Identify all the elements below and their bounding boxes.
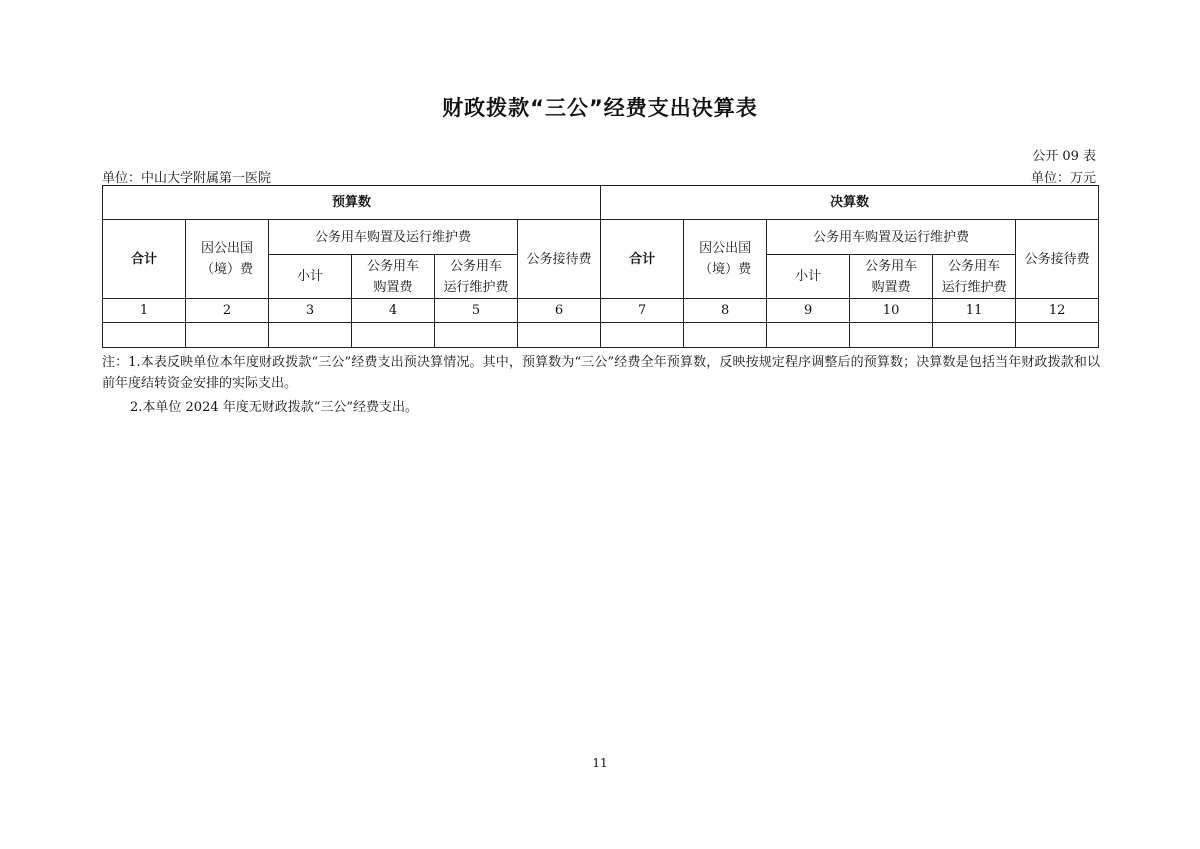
data-cell bbox=[186, 323, 269, 348]
budget-operate-header bbox=[435, 255, 518, 299]
budget-purchase-line1: 公务用车 bbox=[366, 258, 419, 274]
final-abroad-header bbox=[684, 220, 767, 299]
column-number: 12 bbox=[1016, 299, 1099, 323]
final-abroad-line1: 因公出国 bbox=[699, 241, 752, 256]
column-number: 5 bbox=[435, 299, 518, 323]
reporting-unit: 单位：中山大学附属第一医院 bbox=[102, 171, 272, 186]
column-number: 8 bbox=[684, 299, 767, 323]
budget-reception-header: 公务接待费 bbox=[518, 220, 601, 299]
column-number: 7 bbox=[601, 299, 684, 323]
budget-subtotal-header: 小计 bbox=[269, 255, 352, 299]
column-number: 1 bbox=[103, 299, 186, 323]
final-operate-header bbox=[933, 255, 1016, 299]
data-cell bbox=[435, 323, 518, 348]
group-header-row bbox=[103, 186, 1099, 220]
column-number: 9 bbox=[767, 299, 850, 323]
budget-abroad-header bbox=[186, 220, 269, 299]
data-cell bbox=[684, 323, 767, 348]
data-cell bbox=[518, 323, 601, 348]
final-purchase-header bbox=[850, 255, 933, 299]
column-number: 10 bbox=[850, 299, 933, 323]
budget-vehicle-group-header: 公务用车购置及运行维护费 bbox=[269, 220, 518, 255]
final-operate-line1: 公务用车 bbox=[948, 258, 1001, 274]
note-1: 注：1.本表反映单位本年度财政拨款“三公”经费支出预决算情况。其中，预算数为“三公”经费全年预算数，反映按规定程序调整后的预算数；决算数是包括当年财政拨款和以前年度结转资金安排的实际支出。 bbox=[102, 355, 1100, 391]
final-operate-line2: 运行维护费 bbox=[941, 279, 1007, 295]
note-2: 2.本单位 2024 年度无财政拨款“三公”经费支出。 bbox=[130, 400, 419, 415]
final-subtotal-header: 小计 bbox=[767, 255, 850, 299]
budget-total-header: 合计 bbox=[103, 220, 186, 299]
table-row bbox=[103, 323, 1099, 348]
data-cell bbox=[933, 323, 1016, 348]
final-purchase-line2: 购置费 bbox=[871, 279, 911, 295]
column-number: 4 bbox=[352, 299, 435, 323]
column-number: 6 bbox=[518, 299, 601, 323]
budget-abroad-line2: （境）费 bbox=[200, 262, 253, 277]
column-number: 2 bbox=[186, 299, 269, 323]
budget-operate-line1: 公务用车 bbox=[449, 258, 502, 274]
final-total-header: 合计 bbox=[601, 220, 684, 299]
column-number-row bbox=[103, 299, 1099, 323]
budget-operate-line2: 运行维护费 bbox=[443, 279, 509, 295]
column-number: 11 bbox=[933, 299, 1016, 323]
budget-purchase-line2: 购置费 bbox=[373, 279, 413, 295]
final-vehicle-group-header: 公务用车购置及运行维护费 bbox=[767, 220, 1016, 255]
form-number: 公开 09 表 bbox=[1032, 149, 1096, 164]
currency-unit: 单位：万元 bbox=[1030, 171, 1096, 186]
final-purchase-line1: 公务用车 bbox=[865, 258, 918, 274]
final-reception-header: 公务接待费 bbox=[1016, 220, 1099, 299]
column-number: 3 bbox=[269, 299, 352, 323]
three-public-expenses-table bbox=[102, 185, 1099, 348]
budget-purchase-header bbox=[352, 255, 435, 299]
column-header-row bbox=[103, 220, 1099, 255]
budget-header: 预算数 bbox=[103, 186, 601, 220]
data-cell bbox=[850, 323, 933, 348]
data-cell bbox=[601, 323, 684, 348]
final-abroad-line2: （境）费 bbox=[699, 262, 752, 277]
budget-abroad-line1: 因公出国 bbox=[200, 241, 253, 256]
data-cell bbox=[767, 323, 850, 348]
data-cell bbox=[269, 323, 352, 348]
final-header: 决算数 bbox=[601, 186, 1099, 220]
data-cell bbox=[352, 323, 435, 348]
page-title: 财政拨款“三公”经费支出决算表 bbox=[442, 96, 758, 120]
page-number: 11 bbox=[592, 756, 608, 770]
data-cell bbox=[1016, 323, 1099, 348]
data-cell bbox=[103, 323, 186, 348]
